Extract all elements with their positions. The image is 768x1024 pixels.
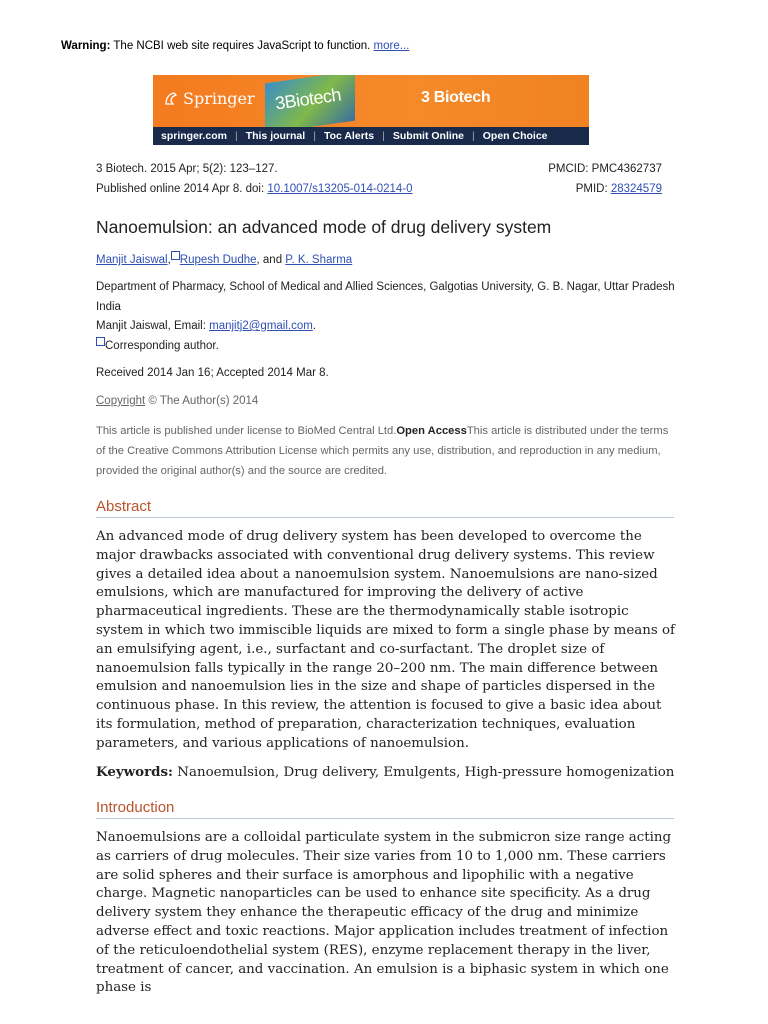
nav-toc-alerts-link[interactable]: Toc Alerts: [323, 130, 375, 142]
journal-citation: 3 Biotech. 2015 Apr; 5(2): 123–127.: [96, 163, 278, 175]
nav-separator: |: [313, 130, 316, 142]
corresponding-icon: [96, 337, 105, 346]
abstract-text: An advanced mode of drug delivery system has been developed to overcome the major drawbacks associated with conventional drug delivery systems. This review gives a detailed idea about a nanoemulsion system. Nanoemulsions are nano-sized emulsions, which are manufactured for improving the delivery of active pharmaceutical ingredients. These are the thermodynamically stable isotropic system in which two immiscible liquids are mixed to form a single phase by means of an emulsifying agent, i.e., surfactant and co-surfactant. The droplet size of nanoemulsion falls typically in the range 20–200 nm. The main difference between emulsion and nanoemulsion lies in the size and shape of particles dispersed in the continuous phase. In this review, the attention is focused to give a basic idea about its formulation, method of preparation, characterization techniques, evaluation parameters, and various applications of nanoemulsion.: [96, 529, 676, 751]
pmid-link[interactable]: 28324579: [610, 182, 662, 195]
license-post: This article is distributed under the terms of the Creative Commons Attribution License which permits any use, distribution, and reproduction in any medium, provided the original author(s) and the source are credited.: [96, 425, 669, 477]
citation-block: [96, 160, 413, 199]
abstract-heading: Abstract: [96, 498, 674, 518]
license-statement: [96, 421, 676, 481]
author-list: [96, 251, 352, 266]
warning-text: The NCBI web site requires JavaScript to function.: [110, 40, 374, 52]
introduction-heading: Introduction: [96, 799, 674, 819]
copyright-link[interactable]: Copyright: [96, 395, 146, 407]
journal-cover-title: 3Biotech: [273, 84, 343, 114]
pmcid: PMCID: PMC4362737: [548, 163, 662, 175]
javascript-warning: [61, 40, 409, 52]
journal-banner[interactable]: [153, 75, 589, 145]
author-comma: ,: [167, 254, 171, 266]
published-prefix: Published online 2014 Apr 8. doi:: [96, 182, 268, 195]
introduction-text: Nanoemulsions are a colloidal particulate system in the submicron size range acting as carriers of drug molecules. Their size varies from 10 to 1,000 nm. These carriers are solid spheres and their surface is amorphous and lipophilic with a negative charge. Magnetic nanoparticles can be used to enhance site specificity. As a drug delivery system they enhance the therapeutic efficacy of the drug and minimize adverse effect and toxic reactions. Major application includes treatment of infection of the reticuloendothelial system (RES), enzyme replacement therapy in the liver, treatment of cancer, and vaccination. An emulsion is a biphasic system in which one phase is: [96, 830, 672, 996]
affiliation-block: [96, 278, 676, 356]
author-link[interactable]: P. K. Sharma: [285, 254, 353, 266]
identifier-block: [548, 160, 662, 199]
springer-logo: [163, 89, 255, 108]
email-prefix: Manjit Jaiswal, Email:: [96, 320, 210, 332]
article-title: Nanoemulsion: an advanced mode of drug delivery system: [96, 217, 552, 237]
nav-this-journal-link[interactable]: This journal: [245, 130, 306, 142]
keywords-list: Nanoemulsion, Drug delivery, Emulgents, High-pressure homogenization: [173, 765, 675, 780]
keywords-label: Keywords:: [96, 764, 174, 780]
nav-separator: |: [472, 130, 475, 142]
received-dates: Received 2014 Jan 16; Accepted 2014 Mar 8.: [96, 367, 329, 379]
banner-header: [153, 75, 589, 127]
license-pre: This article is published under license to BioMed Central Ltd.: [96, 425, 397, 437]
nav-separator: |: [234, 130, 238, 142]
warning-label: Warning:: [61, 40, 111, 52]
affiliation: Department of Pharmacy, School of Medical and Allied Sciences, Galgotias University, G. B. Nagar, Uttar Pradesh India: [96, 281, 675, 313]
nav-submit-online-link[interactable]: Submit Online: [392, 130, 465, 142]
copyright-text: © The Author(s) 2014: [145, 395, 259, 407]
open-access-label: Open Access: [396, 425, 467, 437]
email-line: [96, 317, 676, 337]
keywords: [96, 763, 676, 783]
email-suffix: .: [312, 320, 317, 332]
journal-title: 3 Biotech: [421, 89, 491, 106]
corresponding-note: [96, 337, 676, 357]
springer-brand: Springer: [183, 89, 255, 108]
author-link[interactable]: Rupesh Dudhe: [179, 254, 257, 266]
corresponding-text: Corresponding author.: [105, 339, 219, 352]
email-link[interactable]: manjitj2@gmail.com: [209, 320, 313, 332]
nav-open-choice-link[interactable]: Open Choice: [482, 130, 548, 142]
warning-more-link[interactable]: more...: [373, 40, 410, 52]
nav-springer-link[interactable]: springer.com: [161, 130, 227, 142]
pmid-label: PMID:: [575, 182, 611, 195]
author-link[interactable]: Manjit Jaiswal: [96, 254, 168, 266]
banner-nav: [153, 127, 589, 145]
author-and: , and: [256, 254, 286, 266]
pmid-line: [548, 180, 662, 200]
corresponding-email-icon[interactable]: [171, 251, 180, 260]
springer-horse-icon: [163, 90, 179, 106]
doi-link[interactable]: 10.1007/s13205-014-0214-0: [267, 182, 413, 195]
copyright-line: [96, 395, 258, 407]
nav-separator: |: [382, 130, 385, 142]
published-line: [96, 180, 413, 200]
